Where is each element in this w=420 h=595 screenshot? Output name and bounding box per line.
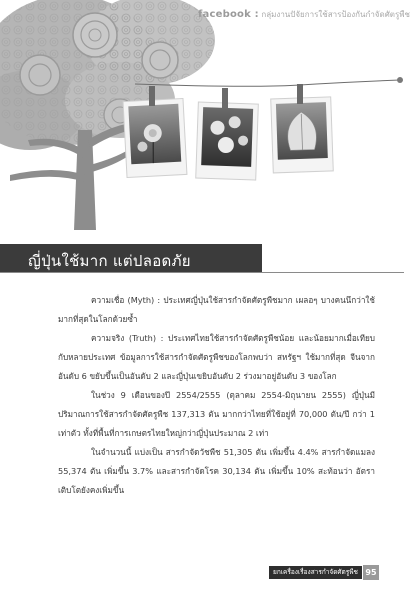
page-number: 95 [363, 565, 379, 580]
clothespin-1 [149, 86, 155, 106]
truth-text: ประเทศไทยใช้สารกำจัดศัตรูพืชน้อย และน้อยมากเมื่อเทียบกับหลายประเทศ ข้อมูลการใช้สารกำจัดศัตรูพืชของโลกพบว่า สหรัฐฯ ใช้มากที่สุด จีนจากอันดับ 6 ขยับขึ้นเป็นอันดับ 2 และญี่ปุ่นเขยิบอันดับ 2 ร่วงมาอยู่อันดับ 3 ของโลก [58, 333, 375, 381]
facebook-label: facebook : [198, 9, 259, 20]
paragraph-japan-usage: ในช่วง 9 เดือนของปี 2554/2555 (ตุลาคม 2554-มิถุนายน 2555) ญี่ปุ่นมีปริมาณการใช้สารกำจัดศัตรูพืช 137,313 ตัน มากกว่าไทยที่ใช้อยู่ที่ 70,000 ตัน/ปี กว่า 1 เท่าตัว ทั้งที่พื้นที่การเกษตรไทยใหญ่กว่าญี่ปุ่นประมาณ 2 เท่า [58, 390, 375, 438]
paragraph-truth [58, 329, 375, 386]
photo-flower-2 [196, 102, 259, 180]
section-title: ญี่ปุ่นใช้มาก แต่ปลอดภัย [28, 252, 191, 270]
footer-book-title: ยกเครื่องเรื่องสารกำจัดศัตรูพืช [269, 566, 362, 579]
photo-flower-1 [123, 98, 187, 177]
line-nail [397, 77, 403, 83]
paragraph-breakdown: ในจำนวนนี้ แบ่งเป็น สารกำจัดวัชพืช 51,305 ตัน เพิ่มขึ้น 4.4% สารกำจัดแมลง 55,374 ตัน เพิ่มขึ้น 3.7% และสารกำจัดโรค 30,134 ตัน เพิ่มขึ้น 10% สะท้อนว่า อัตราเติบโตยังคงเพิ่มขึ้น [58, 447, 375, 495]
truth-label: ความจริง (Truth) : [91, 333, 164, 343]
paragraph-myth [58, 291, 375, 329]
facebook-header [198, 8, 410, 21]
clothespin-2 [222, 88, 228, 108]
article-body [58, 291, 375, 500]
photo-flower-3 [271, 97, 334, 173]
myth-label: ความเชื่อ (Myth) : [91, 295, 161, 305]
facebook-group-name: กลุ่มงานปัจัยการใช้สารป้องกันกำจัดศัตรูพืช [261, 10, 410, 19]
section-rule [0, 272, 404, 273]
myth-text: ประเทศญี่ปุ่นใช้สารกำจัดศัตรูพืชมาก เผลอๆ บางคนนึกว่าใช้มากที่สุดในโลกด้วยซ้ำ [58, 295, 375, 324]
tree-illustration [0, 0, 420, 230]
clothespin-3 [297, 84, 303, 104]
